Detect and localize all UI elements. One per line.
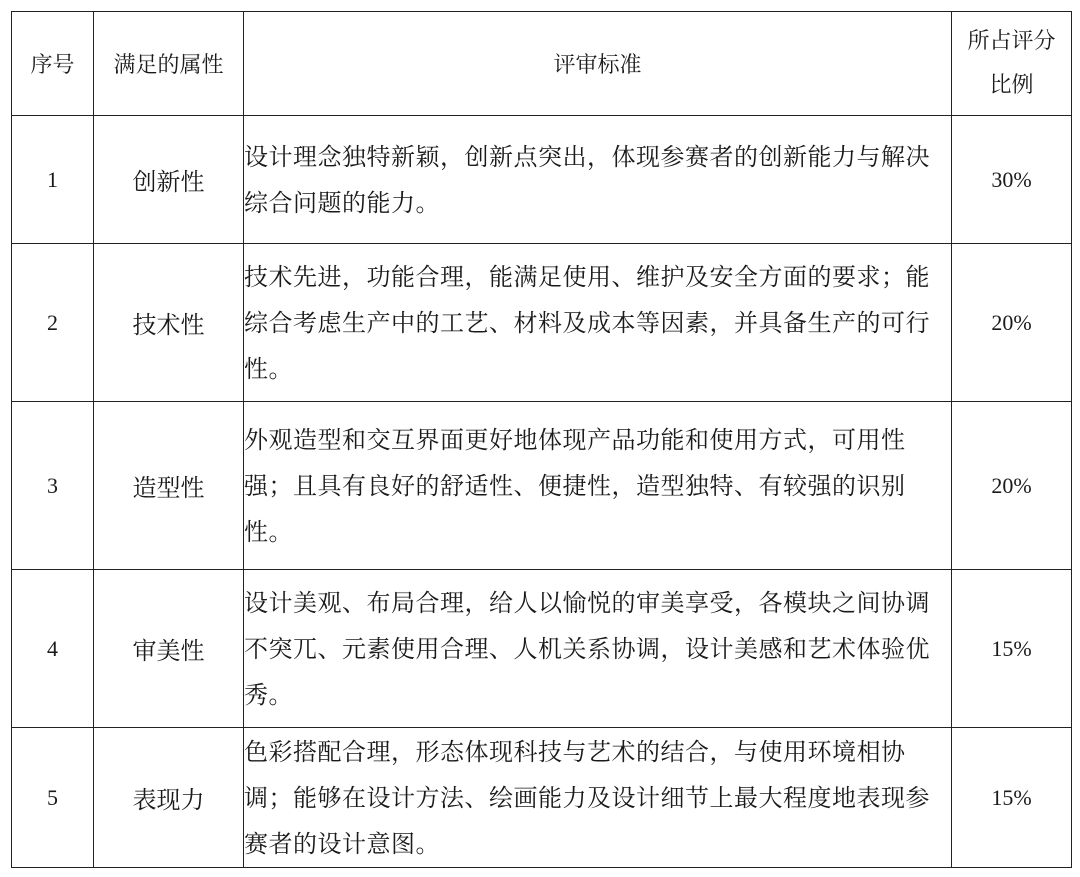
row-standard: 色彩搭配合理，形态体现科技与艺术的结合，与使用环境相协调；能够在设计方法、绘画能力及设计细节上最大程度地表现参赛者的设计意图。 (244, 728, 952, 868)
row-ratio: 15% (952, 570, 1072, 728)
evaluation-criteria-table (11, 11, 1072, 868)
row-ratio: 30% (952, 116, 1072, 244)
table-row (12, 728, 1072, 868)
row-standard: 外观造型和交互界面更好地体现产品功能和使用方式，可用性强；且具有良好的舒适性、便捷性，造型独特、有较强的识别性。 (244, 402, 952, 570)
row-attribute: 创新性 (94, 116, 244, 244)
table-row (12, 570, 1072, 728)
row-attribute: 审美性 (94, 570, 244, 728)
row-attribute: 表现力 (94, 728, 244, 868)
row-number: 1 (12, 116, 94, 244)
row-number: 3 (12, 402, 94, 570)
header-ratio-line1: 所占评分 (967, 28, 1056, 54)
header-ratio (952, 12, 1072, 116)
row-ratio: 20% (952, 244, 1072, 402)
row-ratio: 20% (952, 402, 1072, 570)
table-row (12, 116, 1072, 244)
row-standard: 技术先进，功能合理，能满足使用、维护及安全方面的要求；能综合考虑生产中的工艺、材料及成本等因素，并具备生产的可行性。 (244, 244, 952, 402)
table-row (12, 244, 1072, 402)
header-attribute: 满足的属性 (94, 12, 244, 116)
header-standard: 评审标准 (244, 12, 952, 116)
row-number: 5 (12, 728, 94, 868)
row-number: 4 (12, 570, 94, 728)
row-number: 2 (12, 244, 94, 402)
header-row (12, 12, 1072, 116)
header-no: 序号 (12, 12, 94, 116)
row-attribute: 造型性 (94, 402, 244, 570)
row-standard: 设计理念独特新颖，创新点突出，体现参赛者的创新能力与解决综合问题的能力。 (244, 116, 952, 244)
row-ratio: 15% (952, 728, 1072, 868)
row-attribute: 技术性 (94, 244, 244, 402)
table-row (12, 402, 1072, 570)
header-ratio-line2: 比例 (989, 72, 1034, 98)
row-standard: 设计美观、布局合理，给人以愉悦的审美享受，各模块之间协调不突兀、元素使用合理、人机关系协调，设计美感和艺术体验优秀。 (244, 570, 952, 728)
